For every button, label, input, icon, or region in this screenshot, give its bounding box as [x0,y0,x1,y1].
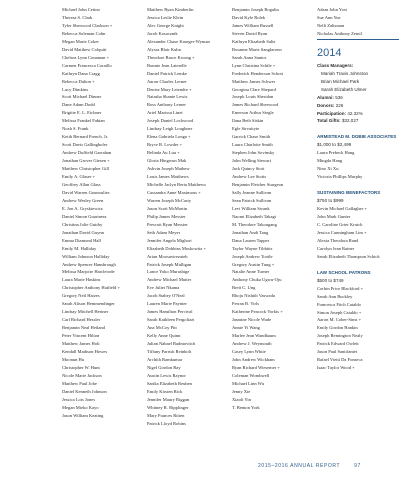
donor-name: Corbin Price Blackford + [317,285,364,291]
donor-name: Elizabeth Dobbins Moskowitz + [147,245,207,251]
donor-name: Christopher Anthony Hatfield + [62,285,121,291]
donor-name: James Hamilton Percival [147,309,193,315]
class-manager: Mariah Travis Johnston [321,70,369,76]
donor-name: Michelle Jaclyn Berta Matthews [147,181,206,187]
donor-name: Eve Juliet Nkama [147,285,180,291]
donor-name: Jason William Keating [62,412,104,418]
donor-name: Katherine Peacock Vorkis + [232,309,283,315]
donor-name: E. Jon A. Gryskiewicz [62,205,103,211]
donor-name: Gregory Neil Hatzes [62,293,100,299]
donor-name: Mingda Hang [317,158,343,164]
participation-stat: Participation: 42.32% [317,110,363,116]
donor-name: Jennifer Angela Mighori [147,237,192,243]
donor-name: Emily Kirsten Rick [147,388,183,394]
donor-name: Isaac Taylor Wood + [317,365,355,371]
donor-name: Taylor Wayne Tibbitts [232,245,273,251]
donors-stat: Donors: 226 [317,102,344,108]
donor-name: Jack Quincy Stott [232,166,265,172]
giving-level-range: $750 to $999 [317,198,344,204]
donor-name: Garrick Chase Smith [232,134,271,140]
donor-name: Jonathan Andi Tang [232,229,269,235]
donor-name: Alexia Theodora Rand [317,237,359,243]
donor-name: Andrew Michael Mutter [147,277,192,283]
donor-name: Arian Moosavirezaieh [147,253,188,259]
donor-name: Marlee Jean Wandbaum [232,333,276,339]
donor-name: Prescott Ryan Messier [147,221,188,227]
giving-level-title: ARMISTEAD M. DOBIE ASSOCIATES [317,134,397,140]
donor-name: Matthew Ryan Kimberlin [147,7,194,12]
donor-name: Archith Ramkumar [147,356,183,362]
donor-name: Lucy Dimkins [62,86,89,92]
donor-name: Ross Anthony Lerner [147,102,186,108]
donor-name: John Mark Gunter [317,214,351,220]
donor-name: Benjamin Fletcher Sturgeon [232,181,284,187]
donor-name: Andrew Duffield Garrahan [62,150,112,156]
donor-name: Dana Lauren Tapper [232,237,270,243]
giving-level-title: SUSTAINING BENEFACTORS [317,190,381,196]
donor-name: Christopher W. Hunt [62,364,100,370]
donor-name: Kevin Michael Gallagher + [317,206,367,212]
donor-name: Daniel Kenneth Johnson [62,388,107,394]
donor-name: Theodore Bruce Kwong + [147,54,195,60]
donor-name: Patrick Joseph Mulligan [147,261,192,267]
page-footer [258,463,361,469]
section-spacer [317,261,399,269]
donor-name: Kelly Anne Quinn [147,333,181,339]
donor-name: Matthew James Holt [62,341,100,347]
donor-name: Matthew Christopher Gill [62,166,109,172]
donor-name: Joseph Daniel Lockwood [147,118,194,124]
donor-name: Nelli Zaltsman [317,22,345,28]
donor-name: Joseph Remington Nealy [317,333,363,339]
donor-name: Elena Gabriela Longa + [147,134,191,140]
donor-name: Scott Davis Gallinghofer [62,142,108,148]
donor-name: Stephen John Sovinsky [232,150,275,156]
donor-name: Megan Mieko Kayo [62,404,99,410]
donor-name: Rebecca Dalton + [62,78,95,84]
donor-name: Laura Charlotte Smith [232,142,273,148]
donor-name: Emily A. Glaser + [62,174,96,180]
donor-name: Denise Mary Letendre + [147,86,192,92]
donor-name: Belinda Au Luu + [147,150,180,156]
donor-name: Jessica Leslie Klein [147,14,184,20]
donor-name: Emily M. Halliday [62,245,97,251]
donor-column-2 [147,6,210,428]
donor-name: Benjamin Joseph Rogalin [232,7,279,12]
donor-name: Sue Ann Yue [317,14,341,20]
donor-name: Lance Yoko Murashige [147,269,190,275]
donor-name: Keith Bernard French, Jr. [62,134,109,140]
donor-name: Aaron Charles Lerner [147,78,187,84]
donor-name: Patrick Edward Owlett [317,341,359,347]
donor-name: Gloria Hingwun Mak [147,158,187,164]
class-manager: Brian Michael Park [321,78,360,84]
donor-name: Lynn Christina Schile + [232,62,276,68]
donor-name: Brett C. Ung [232,285,256,291]
donor-name: Moonun Hu [62,356,85,362]
donor-name: Matthew Paul Jobe [62,380,97,386]
donor-list-continued [317,6,399,38]
donor-name: Daniel Patrick Lemke [147,70,187,76]
donor-name: Emily Gordon Hankin [317,325,358,331]
donor-name: Melissa Frankel Fabian [62,118,105,124]
donor-name: Mary Frances Ritten [147,412,185,418]
donor-name: James Richard Sherwood [232,102,279,108]
donor-name: Sarah Anna Santos [232,54,267,60]
donor-name: Jenny Xie [232,388,251,394]
donor-name: Cassandra Anne Maximous + [147,189,201,195]
donor-name: Christina Jolie Guidry [62,221,103,227]
donor-name: John Andrew Wickham [232,356,275,362]
donor-name: Philip James Messier [147,213,186,219]
donor-name: Jessica Lois Jones [62,396,96,402]
donor-name: Rhoju Nishith Vaswada [232,293,275,299]
donor-name: Jessica Cunningham Lim + [317,229,367,235]
donor-name: Natasha Shante Lewis [147,94,188,100]
donor-name: Carl Richard Hessler [62,317,101,323]
class-manager: Sarah Elizabeth Ulmer [321,86,367,92]
donor-name: C. Caroline Grier Kruich [317,221,363,227]
donor-name: James William Russell [232,22,274,28]
donor-name: Ana McCoy Pitt [147,325,177,331]
donor-name: Daniel Simon Guarinera [62,213,107,219]
donor-name: Jason Scott McMartin [147,205,188,211]
donor-name: Lauren Marie Paynter [147,301,187,307]
donor-name: Tyler Sherwood Clarkson + [62,22,113,28]
donor-column-4 [317,6,399,372]
donor-name: Jacob Kosacznik [147,30,178,36]
donor-name: Bryce R. Lowder + [147,142,183,148]
report-title: 2015–2016 ANNUAL REPORT [258,463,341,469]
donor-name: Alec George Knight [147,22,184,28]
donor-name: Nino Xi Xu [317,166,339,172]
donor-name: Carolyn Jean Rainer [317,245,355,251]
donor-name: William Johnson Halliday [62,253,110,259]
donor-name: T. Benton York [232,404,260,410]
donor-name: Georgina Clare Shepard [232,86,276,92]
donor-name: Xiaoli Yin [232,396,251,402]
donor-name: Kendall Madison Howes [62,348,108,354]
donor-name: Kathryn Dana Cragg [62,70,100,76]
donor-name: Joseph Louis Sheridan [232,94,274,100]
donor-name: Natalie Anne Turner [232,269,270,275]
donor-name: Ferran B. Virls [232,301,260,307]
class-year: 2014 [317,46,342,59]
donor-name: Sarah Kathleen Pergolizzi [147,317,195,323]
donor-name: Jason Paul Santifantet [317,349,358,355]
total-gifts-stat: Total Gifts: $32,027 [317,118,359,124]
page-number: 97 [354,463,361,469]
donor-name: Laura Prebeck Hang [317,150,355,156]
donor-column-1 [62,6,120,420]
year-divider [317,39,399,43]
giving-level-range: $1,000 to $2,499 [317,142,352,148]
alumni-stat: Alumni: 536 [317,94,343,100]
donor-name: Michael Linn Wu [232,380,265,386]
donor-name: Theresa S. Clark [62,14,93,20]
donor-name: Andrew Lee Stotts [232,174,267,180]
donor-name: Julian Nabael Radmovitch [147,341,196,347]
donor-name: Sarika Elizabeth Reuben [147,380,192,386]
donor-name: Aaron M. Cober-Sims + [317,317,362,323]
giving-level-range: $500 to $749 [317,277,344,283]
donor-name: Jennifer Maury Riggan [147,396,190,402]
donor-name: Scott Michael Dinner [62,94,102,100]
donor-name: Joseph Andrew Tootle [232,253,273,259]
donor-name: Coleman Wombwell [232,372,270,378]
donor-name: Austin Lewis Raynor [147,372,186,378]
donor-name: John Welling Stewart [232,158,271,164]
donor-name: Jacob Stabey O'Neal [147,293,185,299]
donor-name: Jonathan David Guynn [62,229,104,235]
donor-name: Gregory Austin Tung + [232,261,275,267]
donor-name: Francesca Fitch Cataldo [317,301,361,307]
donor-name: Ryan Richard Wiesemer + [232,364,280,370]
donor-name: Rebecca Soleman Cohn [62,30,106,36]
donor-name: Victoria Phillips Murphy [317,174,363,180]
donor-name: Andrew Spencer Hansbrough [62,261,116,267]
donor-name: Emma Diamond Hall [62,237,101,243]
donor-name: Sarah Elizabeth Thompson Schick [317,253,380,259]
donor-name: Chelsea Lynn Conaman + [62,54,110,60]
donor-name: Sarah Alison Hemmendinger [62,301,115,307]
donor-name: Dane Adam Dodd [62,102,95,108]
donor-name: Andrew J. Weymouth [232,341,272,347]
donor-name: Seth Adam Meyer [147,229,181,235]
class-managers-label: Class Managers: [317,62,354,68]
donor-name: Alexander Chase Krueger-Wyman [147,38,210,44]
donor-name: Noah S. Frank [62,126,89,132]
donor-name: Brigitte E. L. Eichner [62,110,102,116]
donor-name: Carmen Francesca Coraillo [62,62,112,68]
donor-name: Ariel Marissa Linet [147,110,183,116]
donor-name: Jasmine Nicole Wade [232,317,272,323]
donor-name: Melissa Marjorie Harclerode [62,269,115,275]
donor-name: Peter Vincent Hilton [62,333,100,339]
section-spacer [317,181,399,189]
donor-name: Steven David Ryan [232,30,268,36]
donor-name: David Kyle Rolek [232,14,266,20]
donor-name: Ashvin Joseph Mathew [147,166,190,172]
donor-name: Rosanne Marie Sanglaceno [232,46,282,52]
donor-name: Ilana Beth Siskin [232,118,264,124]
donor-name: Kathryn Elizabeth Saltz [232,38,276,44]
donor-name: Nicholas Anthony Zemil [317,30,362,36]
donor-name: Patrick Lloyd Robins [147,420,186,426]
donor-name: Nigel Gordon Ray [147,364,181,370]
section-spacer [317,125,399,133]
giving-level-title: LAW SCHOOL PATRONS [317,269,371,275]
donor-name: Rafael Vieiti Da Fonseca [317,357,363,363]
donor-name: Casey Lynn White [232,348,266,354]
donor-name: Sarah Ann Buckley [317,293,353,299]
donor-name: Anthony Chuka Ugwu-Oju [232,277,282,283]
donor-name: Sean Patrick Sullivan [232,197,272,203]
donor-name: Adam John Yost [317,7,347,12]
donor-name: Lindsay Mitchell Hertner [62,309,109,315]
donor-name: Annie Yi Wang [232,325,260,331]
donor-name: Simon Joseph Cataldo + [317,309,362,315]
donor-name: Benjamin Neal Hetland [62,325,105,331]
donor-name: Bonnie Jean Laterelle [147,62,187,68]
donor-name: Megan Marie Coker [62,38,99,44]
donor-name: Nicole Marie Jackson [62,372,102,378]
donor-name: David Matthew Colquitt [62,46,107,52]
donor-name: Whitney R. Ripplinger [147,404,189,410]
giving-sections [317,125,399,372]
donor-name: Louis James Matthews [147,174,189,180]
donor-name: Egle Sirvaityte [232,126,260,132]
donor-name: Frederick Henderson Schott [232,70,284,76]
donor-name: Lindsay Leigh Loughner [147,126,193,132]
donor-name: Emerson Arthur Siegle [232,110,274,116]
donor-name: Andrew Wesley Green [62,197,104,203]
donor-name: Warren Joseph McCarty [147,197,192,203]
donor-name: Jonathan Grover Giesen + [62,158,110,164]
donor-name: Sally Jeanne Sullivan [232,189,272,195]
donor-name: Tiffany Parrish Reinholt [147,348,192,354]
donor-name: Michael John Cetino [62,7,100,12]
donor-name: Laura Marie Haskins [62,277,101,283]
donor-name: M. Theodore Takougang [232,221,277,227]
donor-name: Naomi Elizabeth Takagi [232,213,277,219]
donor-column-3 [232,6,283,412]
donor-name: Levi William Swank [232,205,270,211]
donor-name: Alyssa Blair Kuhn [147,46,181,52]
donor-name: David Warren Gounoulies [62,189,110,195]
donor-name: Geoffrey Allan Glass [62,181,101,187]
donor-name: Matthew James Schwer [232,78,276,84]
